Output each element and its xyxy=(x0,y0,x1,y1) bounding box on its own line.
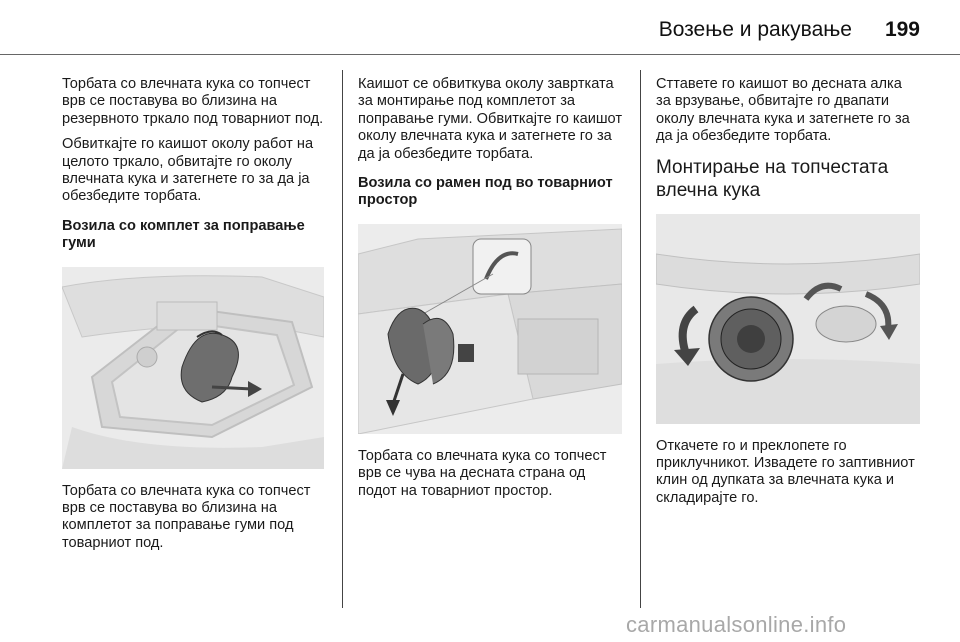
col2-heading: Возила со рамен под во товарниот простор xyxy=(358,175,613,209)
col1-caption: Торбата со влечната кука со топчест врв се поставува во близина на комплетот за поправање гуми под товарниот под. xyxy=(62,482,311,551)
section-title: Возење и ракување xyxy=(658,18,852,41)
col3-caption: Откачете го и преклопете го приклучникот. Извадете го заптивниот клин од дупката за влечната кука и складирајте го. xyxy=(656,437,915,506)
trunk-tire-repair-kit-drawing xyxy=(62,267,324,469)
col1-paragraph-1: Торбата со влечната кука со топчест врв се поставува во близина на резервното тркало под товарниот под. xyxy=(62,76,324,127)
tow-hook-mounting-drawing xyxy=(656,214,920,424)
tow-hook-socket-illustration xyxy=(656,214,920,424)
column-1 xyxy=(62,76,330,560)
cargo-floor-illustration xyxy=(358,224,622,434)
column-2 xyxy=(358,76,626,508)
header-divider xyxy=(0,54,960,55)
page-number: 199 xyxy=(884,18,920,41)
page-header xyxy=(0,0,960,56)
column-3 xyxy=(656,76,920,515)
col2-caption: Торбата со влечната кука со топчест врв се чува на десната страна од подот на товарниот простор. xyxy=(358,447,607,499)
col3-heading: Монтирање на топчестата влечна кука xyxy=(656,156,889,201)
column-divider-2 xyxy=(640,70,641,608)
column-divider-1 xyxy=(342,70,343,608)
col2-paragraph-1: Каишот се обвиткува околу завртката за монтирање под комплетот за поправање гуми. Обвиткајте го каишот околу влечната кука и затегнете го за да ја обезбедите торбата. xyxy=(358,76,623,162)
col1-heading: Возила со комплет за поправање гуми xyxy=(62,217,305,252)
col1-paragraph-2: Обвиткајте го каишот околу работ на целото тркало, обвитајте го околу влечната кука и затегнете го за да ја обезбедите торбата. xyxy=(62,136,314,205)
cargo-area-tow-hook-bag-drawing xyxy=(358,224,622,434)
watermark-text: carmanualsonline.info xyxy=(626,612,847,637)
spare-wheel-kit-illustration xyxy=(62,267,324,469)
col3-paragraph-1: Сттавете го каишот во десната алка за врзување, обвитајте го двапати околу влечната кука и затегнете го за да ја обезбедите торбата. xyxy=(656,76,910,145)
